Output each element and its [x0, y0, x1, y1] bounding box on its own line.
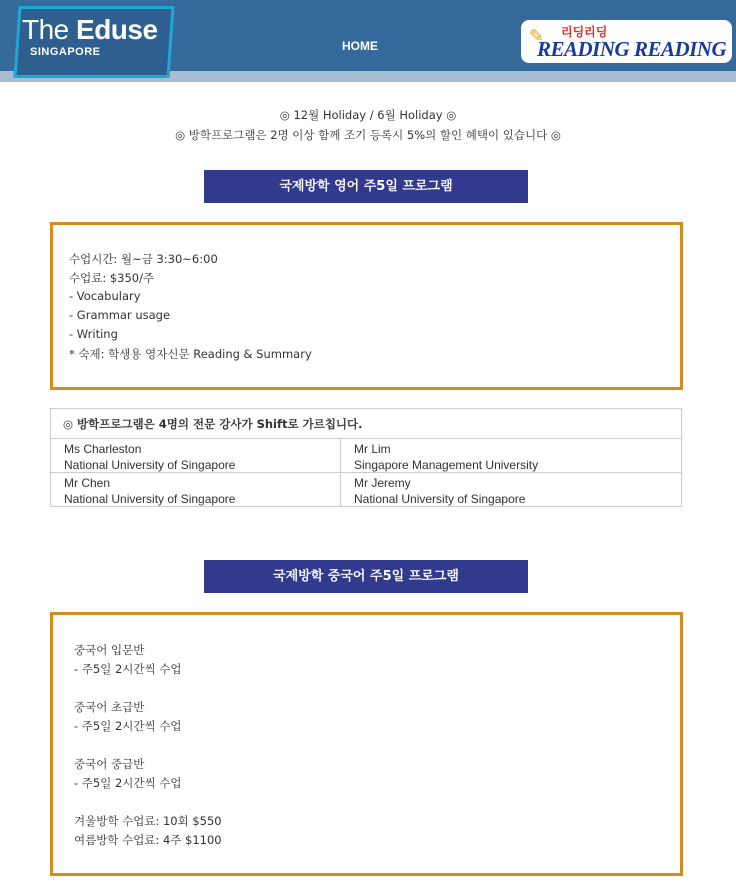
english-program-box [50, 222, 683, 390]
english-topic-writing: - Writing [69, 327, 118, 341]
holiday-notice: ◎ 12월 Holiday / 6월 Holiday ◎ [279, 108, 457, 122]
discount-notice: ◎ 방학프로그램은 2명 이상 함께 조기 등록시 5%의 할인 혜택이 있습니다 ◎ [175, 128, 561, 142]
chinese-winter-tuition: 겨울방학 수업료: 10회 $550 [74, 814, 222, 828]
teacher-cell [354, 475, 525, 507]
book-icon: ✎ [529, 26, 545, 47]
partner-logo-korean: 리딩리딩 [561, 25, 608, 39]
english-class-time: 수업시간: 월~금 3:30~6:00 [69, 252, 218, 266]
logo-subtitle: SINGAPORE [30, 46, 101, 58]
reading-reading-logo[interactable] [521, 20, 732, 63]
logo-text-bold: Eduse [76, 14, 158, 45]
nav-home-link[interactable]: HOME [342, 39, 378, 53]
english-program-title: 국제방학 영어 주5일 프로그램 [204, 170, 528, 203]
chinese-level-beginner-schedule: - 주5일 2시간씩 수업 [74, 719, 182, 733]
chinese-level-intro-schedule: - 주5일 2시간씩 수업 [74, 662, 182, 676]
chinese-level-beginner: 중국어 초급반 [74, 700, 145, 714]
teacher-school: National University of Singapore [64, 492, 236, 506]
teacher-school: National University of Singapore [354, 492, 526, 506]
teachers-table [50, 408, 682, 507]
teacher-name: Mr Lim [354, 442, 391, 456]
eduse-logo[interactable] [22, 14, 158, 46]
english-tuition: 수업료: $350/주 [69, 271, 155, 285]
teacher-cell [64, 475, 235, 507]
chinese-program-title: 국제방학 중국어 주5일 프로그램 [204, 560, 528, 593]
logo-text-light: The [22, 14, 77, 45]
table-divider [51, 438, 681, 439]
chinese-level-intermediate: 중국어 중급반 [74, 757, 145, 771]
teachers-table-heading: ◎ 방학프로그램은 4명의 전문 강사가 Shift로 가르칩니다. [63, 417, 363, 431]
teacher-school: Singapore Management University [354, 458, 539, 472]
teacher-cell [354, 441, 538, 473]
partner-logo-text: READING READING [537, 37, 727, 61]
teacher-name: Ms Charleston [64, 442, 142, 456]
teacher-name: Mr Jeremy [354, 476, 411, 490]
chinese-level-intermediate-schedule: - 주5일 2시간씩 수업 [74, 776, 182, 790]
chinese-level-intro: 중국어 입문반 [74, 643, 145, 657]
english-topic-grammar: - Grammar usage [69, 308, 171, 322]
english-topic-vocabulary: - Vocabulary [69, 289, 141, 303]
table-divider-vertical [340, 439, 341, 506]
chinese-summer-tuition: 여름방학 수업료: 4주 $1100 [74, 833, 222, 847]
teacher-school: National University of Singapore [64, 458, 236, 472]
teacher-name: Mr Chen [64, 476, 111, 490]
teacher-cell [64, 441, 235, 473]
chinese-program-box [50, 612, 683, 876]
english-homework: * 숙제: 학생용 영자신문 Reading & Summary [69, 347, 312, 361]
